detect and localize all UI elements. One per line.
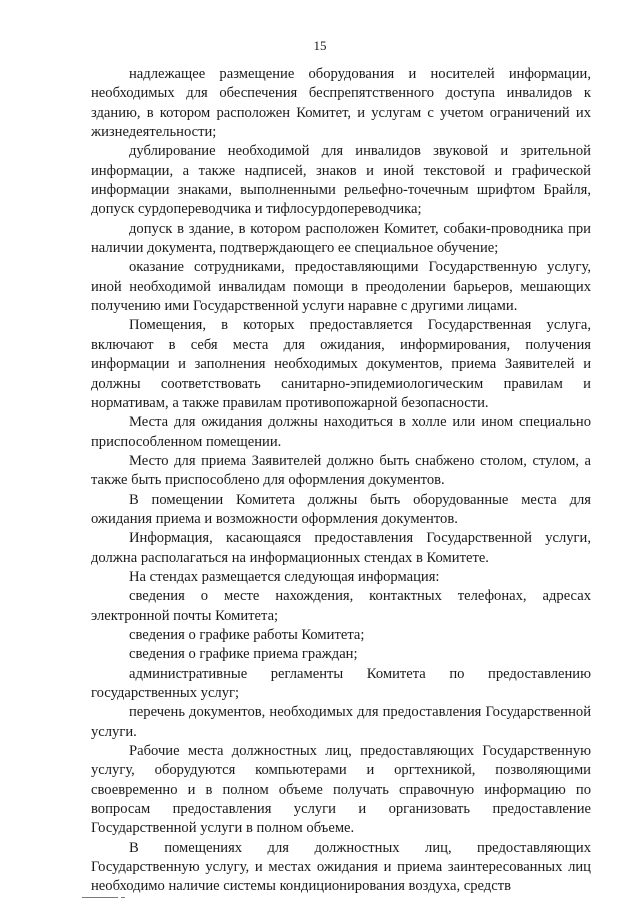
paragraph: Рабочие места должностных лиц, предоставляющих Государственную услугу, оборудуются компьютерами и оргтехникой, позволяющими своевременно и в полном объеме получать справочную информацию по вопросам предоставления услуги и организовать предоставление Государственной услуги в полном объеме.: [91, 743, 591, 837]
paragraph: перечень документов, необходимых для предоставления Государственной услуги.: [91, 704, 591, 740]
paragraph: сведения о графике работы Комитета;: [129, 626, 365, 643]
paragraph: Информация, касающаяся предоставления Государственной услуги, должна располагаться на информационных стендах в Комитете.: [91, 530, 591, 566]
page-number: 15: [313, 38, 327, 53]
paragraph: надлежащее размещение оборудования и носителей информации, необходимых для обеспечения беспрепятственного доступа инвалидов к зданию, в котором расположен Комитет, и услугам с учетом ограничений их жизнедеятельности;: [91, 66, 591, 141]
footer-rule-mark: [121, 897, 125, 898]
paragraph: допуск в здание, в котором расположен Комитет, собаки-проводника при наличии документа, подтверждающего ее специальное обучение;: [91, 220, 591, 257]
paragraph: сведения о месте нахождения, контактных телефонах, адресах электронной почты Комитета;: [91, 588, 591, 624]
paragraph: Помещения, в которых предоставляется Государственная услуга, включают в себя места для ожидания, информирования, получения информации и заполнения необходимых документов, приема Заявителей и должны соответствовать санитарно-эпидемиологическим правилам и нормативам, а также правилам противопожарной безопасности.: [91, 317, 591, 411]
paragraph: Место для приема Заявителей должно быть снабжено столом, стулом, а также быть приспособлено для оформления документов.: [91, 452, 591, 489]
footer-rule: [82, 897, 118, 898]
paragraph: административные регламенты Комитета по предоставлению государственных услуг;: [91, 665, 591, 701]
paragraph: Места для ожидания должны находиться в холле или ином специально приспособленном помещении.: [91, 414, 591, 450]
paragraph: дублирование необходимой для инвалидов звуковой и зрительной информации, а также надписей, знаков и иной текстовой и графической информации знаками, выполненными рельефно-точечным шрифтом Брайля, допуск сурдопереводчика и тифлосурдопереводчика;: [91, 143, 591, 218]
paragraph: оказание сотрудниками, предоставляющими Государственную услугу, иной необходимой инвалидам помощи в преодолении барьеров, мешающих получению ими Государственной услуги наравне с другими лицами.: [91, 259, 591, 315]
document-body: [91, 65, 591, 897]
paragraph: В помещениях для должностных лиц, предоставляющих Государственную услугу, и местах ожидания и приема заинтересованных лиц необходимо наличие системы кондиционирования воздуха, средств: [91, 839, 591, 895]
paragraph: На стендах размещается следующая информация:: [129, 568, 440, 585]
paragraph: сведения о графике приема граждан;: [129, 646, 358, 663]
paragraph: В помещении Комитета должны быть оборудованные места для ожидания приема и возможности оформления документов.: [91, 491, 591, 527]
